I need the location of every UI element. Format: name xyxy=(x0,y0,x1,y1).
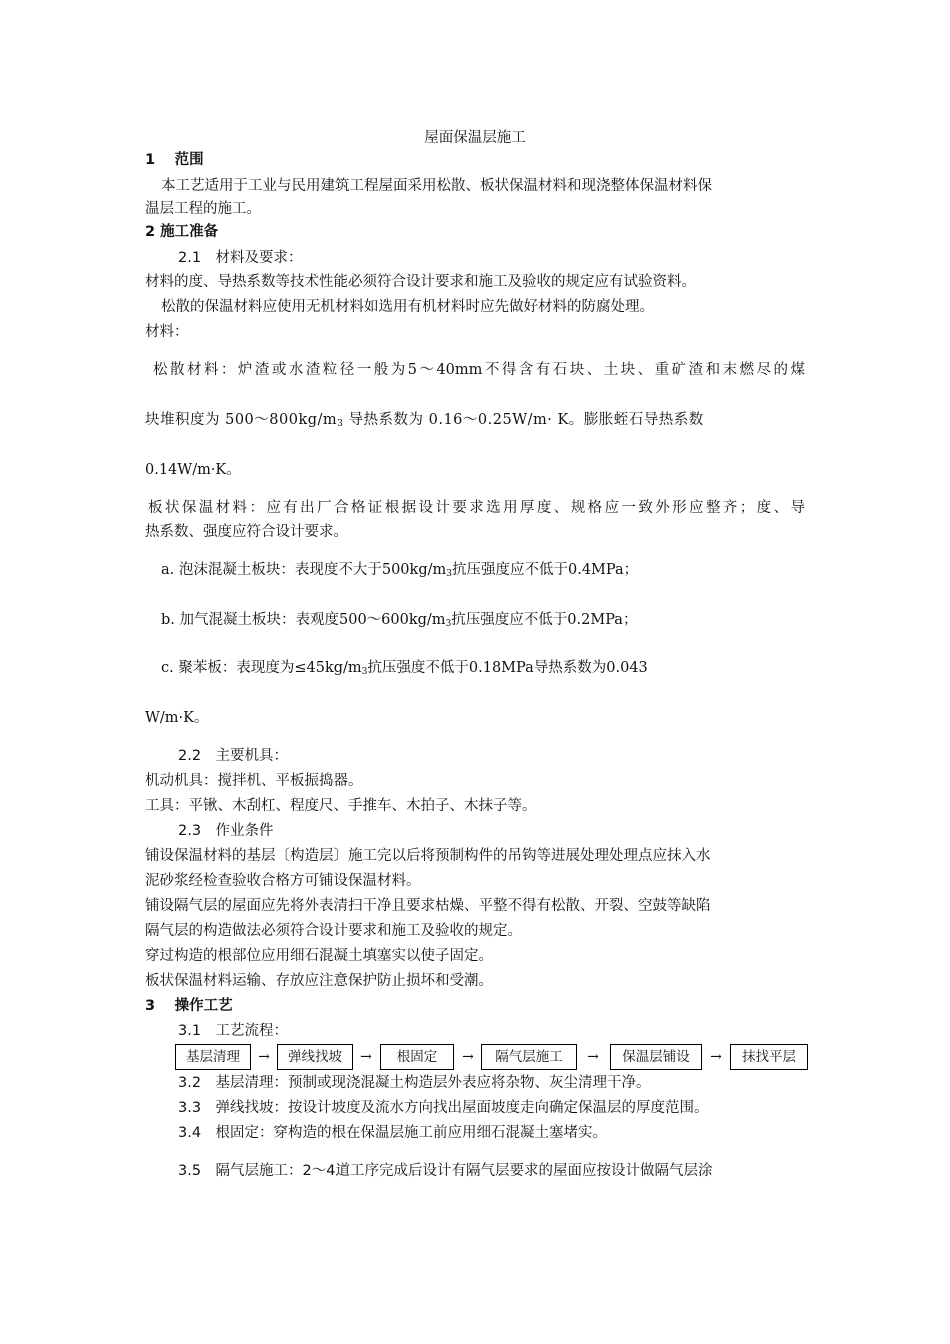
materials-line-2: 松散的保温材料应使用无机材料如选用有机材料时应先做好材料的防腐处理。 xyxy=(161,299,654,315)
board-item-c-unit: W/m·K。 xyxy=(145,710,209,726)
subsection-2-3-heading: 2.3 作业条件 xyxy=(178,823,274,839)
subsection-3-1-heading: 3.1 工艺流程： xyxy=(178,1023,289,1039)
subsection-3-3: 3.3 弹线找坡：按设计坡度及流水方向找出屋面坡度走向确定保温层的厚度范围。 xyxy=(178,1100,709,1116)
page-title: 屋面保温层施工 xyxy=(424,130,526,146)
paragraph-scope-line-2: 温层工程的施工。 xyxy=(145,201,261,217)
loose-material-line-1: 松散材料：炉渣或水渣粒径一般为5～40mm不得含有石块、土块、重矿渣和末燃尽的煤 xyxy=(153,362,805,378)
section-2-heading: 2 施工准备 xyxy=(145,224,219,240)
tools-line-1: 机动机具：搅拌机、平板振捣器。 xyxy=(145,773,363,789)
flow-step-4: 隔气层施工 xyxy=(481,1044,577,1070)
conditions-line-5: 穿过构造的根部位应用细石混凝土填塞实以使子固定。 xyxy=(145,948,493,964)
flow-step-1: 基层清理 xyxy=(175,1044,251,1070)
board-item-a: a. 泡沫混凝土板块：表现度不大于$500kg/m_3$抗压强度应不低于0.4MPa； xyxy=(161,562,639,579)
flow-arrow-1: → xyxy=(258,1049,270,1065)
materials-label: 材料： xyxy=(145,324,189,340)
flow-step-3: 根固定 xyxy=(380,1044,454,1070)
section-1-heading: 1 范围 xyxy=(145,152,204,168)
subsection-2-2-heading: 2.2 主要机具： xyxy=(178,748,289,764)
board-material-line-1: 板状保温材料：应有出厂合格证根据设计要求选用厚度、规格应一致外形应整齐；度、导 xyxy=(148,500,805,516)
subsection-3-2: 3.2 基层清理：预制或现浇混凝土构造层外表应将杂物、灰尘清理干净。 xyxy=(178,1075,651,1091)
materials-line-1: 材料的度、导热系数等技术性能必须符合设计要求和施工及验收的规定应有试验资料。 xyxy=(145,274,696,290)
board-item-c: c. 聚苯板：表现度为$\le 45kg/m_3$抗压强度不低于0.18MPa导热系数为0.043 xyxy=(161,660,648,677)
subsection-3-4: 3.4 根固定：穿构造的根在保温层施工前应用细石混凝土塞堵实。 xyxy=(178,1125,608,1141)
board-material-line-2: 热系数、强度应符合设计要求。 xyxy=(145,524,348,540)
flow-arrow-4: → xyxy=(587,1049,599,1065)
flow-arrow-5: → xyxy=(710,1049,722,1065)
conditions-line-2: 泥砂浆经检查验收合格方可铺设保温材料。 xyxy=(145,873,421,889)
flow-step-6: 抹找平层 xyxy=(730,1044,808,1070)
board-item-b: b. 加气混凝土板块：表观度$500\sim 600kg/m_3$抗压强度应不低于0.2MPa； xyxy=(161,612,638,629)
subsection-3-5: 3.5 隔气层施工：2～4道工序完成后设计有隔气层要求的屋面应按设计做隔气层涂 xyxy=(178,1163,713,1179)
section-3-heading: 3 操作工艺 xyxy=(145,998,233,1014)
loose-material-line-2: 块堆积度为 $500\sim 800kg/m_3$ 导热系数为 0.16～0.25W/m· K。膨胀蛭石导热系数 xyxy=(145,412,704,429)
process-flow xyxy=(175,1044,815,1072)
conditions-line-1: 铺设保温材料的基层〔构造层〕施工完以后将预制构件的吊钩等进展处理处理点应抹入水 xyxy=(145,848,711,864)
flow-step-2: 弹线找坡 xyxy=(277,1044,353,1070)
flow-step-5: 保温层铺设 xyxy=(610,1044,702,1070)
flow-arrow-3: → xyxy=(462,1049,474,1065)
conditions-line-3: 铺设隔气层的屋面应先将外表清扫干净且要求枯燥、平整不得有松散、开裂、空鼓等缺陷 xyxy=(145,898,711,914)
conditions-line-6: 板状保温材料运输、存放应注意保护防止损坏和受潮。 xyxy=(145,973,493,989)
subsection-2-1-heading: 2.1 材料及要求： xyxy=(178,250,303,266)
paragraph-scope-line-1: 本工艺适用于工业与民用建筑工程屋面采用松散、板状保温材料和现浇整体保温材料保 xyxy=(161,178,712,194)
flow-arrow-2: → xyxy=(360,1049,372,1065)
loose-material-line-3: 0.14W/m·K。 xyxy=(145,462,241,478)
conditions-line-4: 隔气层的构造做法必须符合设计要求和施工及验收的规定。 xyxy=(145,923,522,939)
tools-line-2: 工具：平锹、木刮杠、程度尺、手推车、木拍子、木抹子等。 xyxy=(145,798,537,814)
